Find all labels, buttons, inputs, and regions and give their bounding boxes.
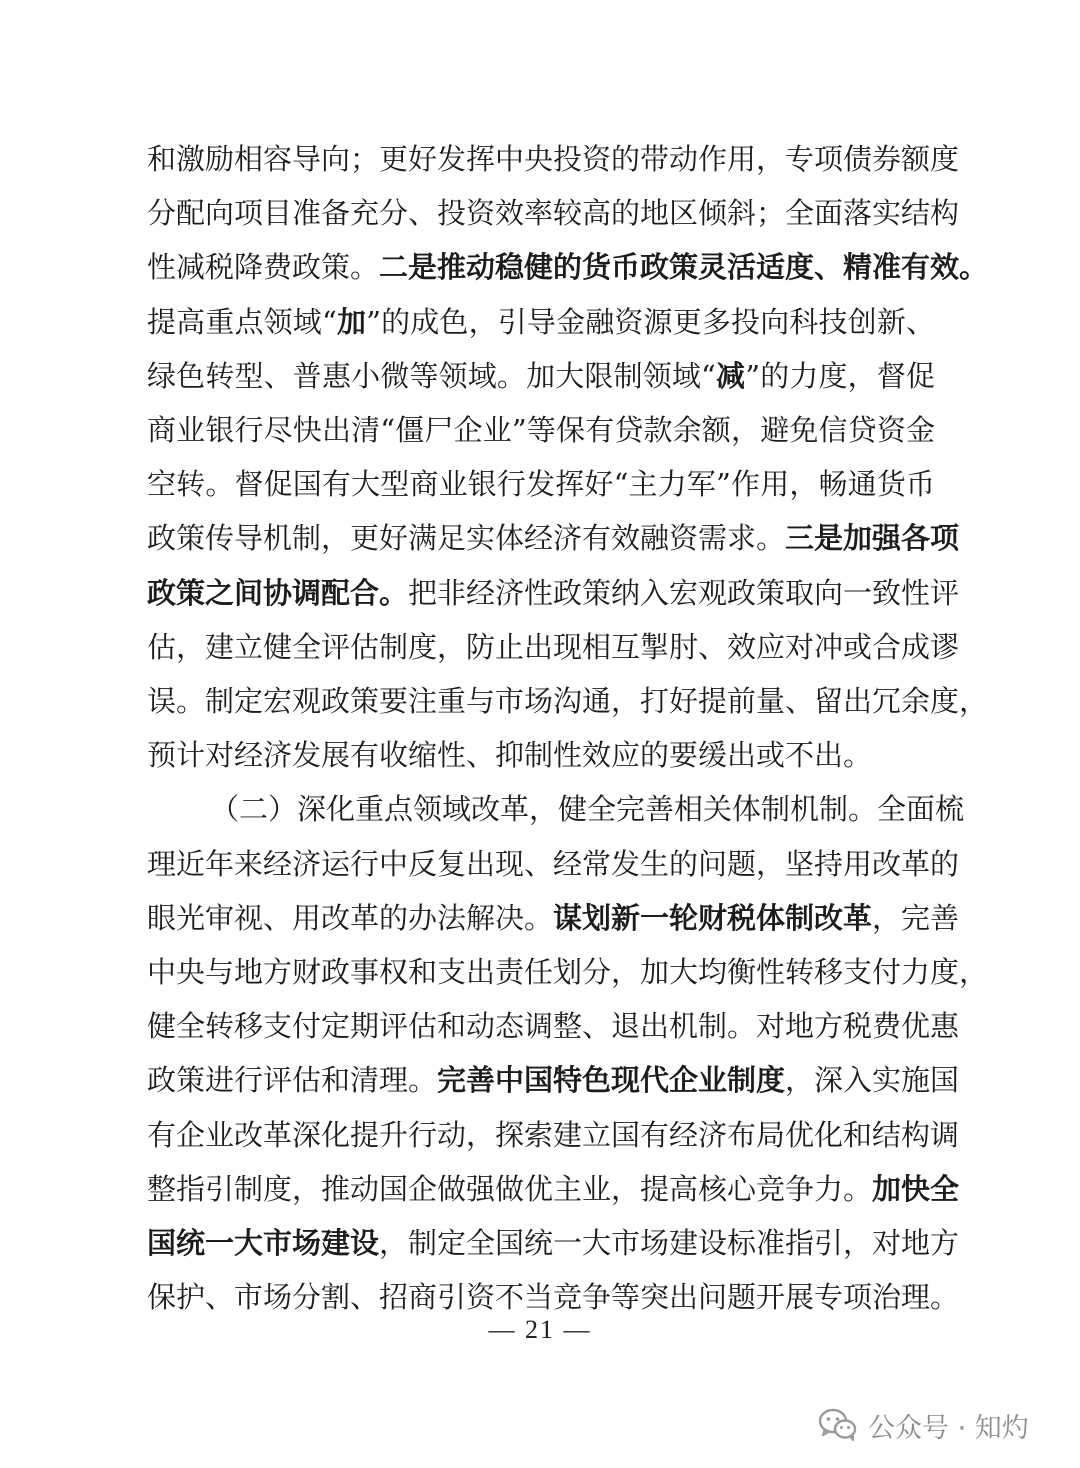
text-segment: 中央与地方财政事权和支出责任划分，加大均衡性转移支付力度， — [147, 955, 989, 989]
bold-text-segment: 国统一大市场建设 — [147, 1226, 380, 1260]
text-segment: 健全转移支付定期评估和动态调整、退出机制。对地方税费优惠 — [147, 1009, 960, 1043]
text-segment: 分配向项目准备充分、投资效率较高的地区倾斜；全面落实结构 — [147, 196, 960, 230]
bold-text-segment: 谋划新一轮财税体制改革 — [553, 901, 873, 935]
text-line — [147, 674, 989, 728]
text-line — [147, 349, 935, 403]
text-line — [147, 132, 960, 186]
wechat-icon — [818, 1408, 858, 1442]
text-line — [147, 1216, 960, 1270]
text-line — [147, 240, 989, 294]
text-line — [147, 891, 960, 945]
text-segment: 理近年来经济运行中反复出现、经常发生的问题，坚持用改革的 — [147, 847, 960, 881]
text-segment: 政策进行评估和清理。 — [147, 1063, 438, 1097]
text-segment: 商业银行尽快出清“僵尸企业”等保有贷款余额，避免信贷资金 — [147, 413, 935, 447]
text-segment: 估，建立健全评估制度，防止出现相互掣肘、效应对冲或合成谬 — [147, 630, 960, 664]
text-line — [210, 782, 965, 836]
text-line — [147, 511, 960, 565]
text-line — [147, 837, 960, 891]
bold-text-segment: 加快全 — [872, 1172, 960, 1206]
text-line — [147, 186, 960, 240]
text-segment: 整指引制度，推动国企做强做优主业，提高核心竞争力。 — [147, 1172, 873, 1206]
text-segment: 空转。督促国有大型商业银行发挥好“主力军”作用，畅通货币 — [147, 467, 935, 501]
text-segment: ，制定全国统一大市场建设标准指引，对地方 — [379, 1226, 960, 1260]
bold-text-segment: 三是加强各项 — [785, 521, 960, 555]
page-number: — 21 — — [488, 1315, 592, 1344]
text-line — [147, 1162, 960, 1216]
text-segment: 眼光审视、用改革的办法解决。 — [147, 901, 554, 935]
text-segment: 把非经济性政策纳入宏观政策取向一致性评 — [408, 576, 960, 610]
text-segment: 预计对经济发展有收缩性、抑制性效应的要缓出或不出。 — [147, 738, 873, 772]
text-segment: 和激励相容导向；更好发挥中央投资的带动作用，专项债券额度 — [147, 142, 960, 176]
text-segment: 政策传导机制，更好满足实体经济有效融资需求。 — [147, 521, 786, 555]
text-line — [147, 945, 989, 999]
text-line — [147, 403, 935, 457]
text-line — [147, 620, 960, 674]
text-line — [147, 295, 935, 349]
watermark — [818, 1403, 1029, 1447]
text-line — [147, 999, 960, 1053]
text-line — [147, 566, 960, 620]
text-line — [147, 1108, 960, 1162]
text-segment: 性减税降费政策。 — [147, 250, 380, 284]
text-segment: 提高重点领域“ — [147, 305, 337, 339]
text-segment: 有企业改革深化提升行动，探索建立国有经济布局优化和结构调 — [147, 1118, 960, 1152]
bold-text-segment: 加 — [336, 305, 367, 339]
text-segment: 保护、市场分割、招商引资不当竞争等突出问题开展专项治理。 — [147, 1280, 960, 1314]
text-line — [147, 728, 935, 782]
bold-text-segment: 政策之间协调配合。 — [147, 576, 409, 610]
bold-text-segment: 减 — [715, 359, 746, 393]
bold-text-segment: 完善中国特色现代企业制度 — [437, 1063, 786, 1097]
text-segment: ，深入实施国 — [785, 1063, 960, 1097]
text-segment: ，完善 — [872, 901, 960, 935]
text-line — [147, 457, 935, 511]
text-segment: 误。制定宏观政策要注重与市场沟通，打好提前量、留出冗余度， — [147, 684, 989, 718]
text-segment: （二）深化重点领域改革，健全完善相关体制机制。全面梳 — [210, 792, 965, 826]
text-segment: 绿色转型、普惠小微等领域。加大限制领域“ — [147, 359, 716, 393]
text-segment: ”的成色，引导金融资源更多投向科技创新、 — [366, 305, 935, 339]
text-line — [147, 1053, 960, 1107]
bold-text-segment: 二是推动稳健的货币政策灵活适度、精准有效。 — [379, 250, 989, 284]
text-segment: ”的力度，督促 — [745, 359, 935, 393]
watermark-text: 公众号 · 知灼 — [868, 1412, 1029, 1444]
